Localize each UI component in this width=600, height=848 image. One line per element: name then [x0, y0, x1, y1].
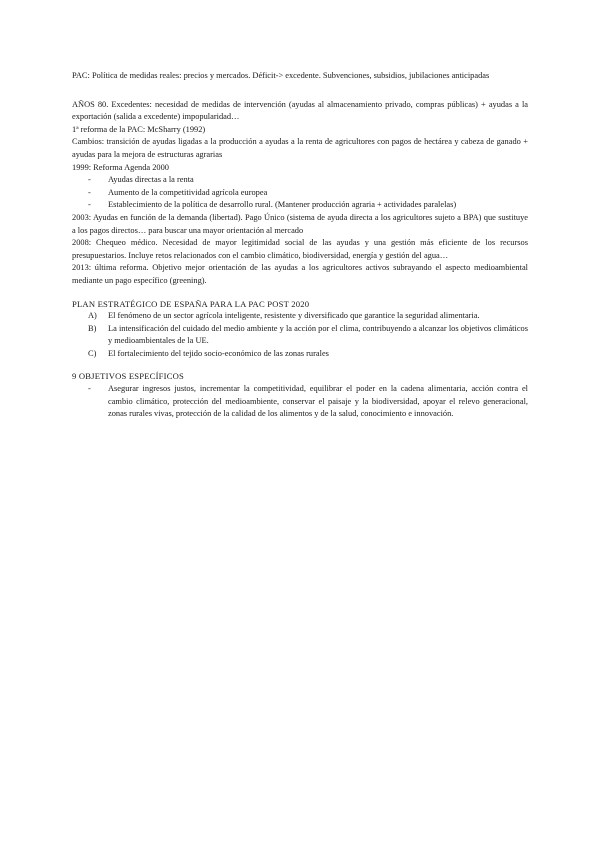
spacer	[72, 288, 528, 298]
agenda-2000-list	[72, 174, 528, 212]
paragraph-reforma-1: 1ª reforma de la PAC: McSharry (1992)	[72, 124, 206, 134]
paragraph-2003: 2003: Ayudas en función de la demanda (libertad). Pago Único (sistema de ayuda directa a los agricultores sujeto a BPA) que sustituye a los pagos directos… para buscar una mayor orientación al mercado	[72, 212, 528, 235]
list-item: - Asegurar ingresos justos, incrementar la competitividad, equilibrar el poder en la cadena alimentaria, acción contra el cambio climático, protección del medioambiente, conservar el paisaje y la biodiversidad, apoyar el relevo generacional, zonas rurales vivas, protección de la calidad de los alimentos y de la salud, conocimiento e innovación.	[88, 384, 528, 419]
paragraph-1999: 1999: Reforma Agenda 2000	[72, 162, 169, 172]
list-item: - Establecimiento de la política de desarrollo rural. (Mantener producción agraria + actividades paralelas)	[72, 199, 528, 212]
list-item: - Ayudas directas a la renta	[72, 174, 528, 187]
paragraph-cambios: Cambios: transición de ayudas ligadas a la producción a ayudas a la renta de agricultores con pagos de hectárea y cabeza de ganado + ayudas para la mejora de estructuras agrarias	[72, 137, 528, 159]
list-item: - Aumento de la competitividad agrícola europea	[72, 187, 528, 200]
plan-heading: PLAN ESTRATÉGICO DE ESPAÑA PARA LA PAC POST 2020	[72, 298, 310, 309]
list-item: A) El fenómeno de un sector agrícola inteligente, resistente y diversificado que garantice la seguridad alimentaria.	[72, 310, 528, 323]
spacer	[72, 83, 528, 99]
list-item: C) El fortalecimiento del tejido socio-económico de las zonas rurales	[72, 348, 528, 361]
paragraph-2013: 2013: última reforma. Objetivo mejor orientación de las ayudas a los agricultores activos subrayando el aspecto medioambiental mediante un pago específico (greening).	[72, 263, 528, 285]
paragraph-2008: 2008: Chequeo médico. Necesidad de mayor legitimidad social de las ayudas y una gestión más eficiente de los recursos presupuestarios. Incluye retos relacionados con el cambio climático, biodiversidad, energía y gestión del agua…	[72, 238, 528, 260]
dash-marker: -	[88, 384, 91, 394]
list-marker: C)	[88, 348, 97, 358]
objectives-list	[72, 383, 528, 421]
dash-marker: -	[88, 187, 91, 197]
plan-list	[72, 310, 528, 360]
document-page	[72, 70, 528, 421]
dash-marker: -	[88, 175, 91, 185]
dash-marker: -	[88, 200, 91, 210]
list-marker: A)	[88, 311, 97, 321]
list-marker: B)	[88, 323, 97, 333]
list-item: B) La intensificación del cuidado del medio ambiente y la acción por el clima, contribuyendo a alcanzar los objetivos climáticos y medioambientales de la UE.	[88, 323, 528, 346]
spacer	[72, 360, 528, 370]
objectives-heading: 9 OBJETIVOS ESPECÍFICOS	[72, 371, 185, 382]
paragraph-anos-80: AÑOS 80. Excedentes: necesidad de medidas de intervención (ayudas al almacenamiento privado, compras públicas) + ayudas a la exportación (salida a excedente) impopularidad…	[72, 99, 528, 122]
intro-paragraph: PAC: Política de medidas reales: precios y mercados. Déficit-> excedente. Subvenciones, subsidios, jubilaciones anticipadas	[72, 71, 490, 80]
